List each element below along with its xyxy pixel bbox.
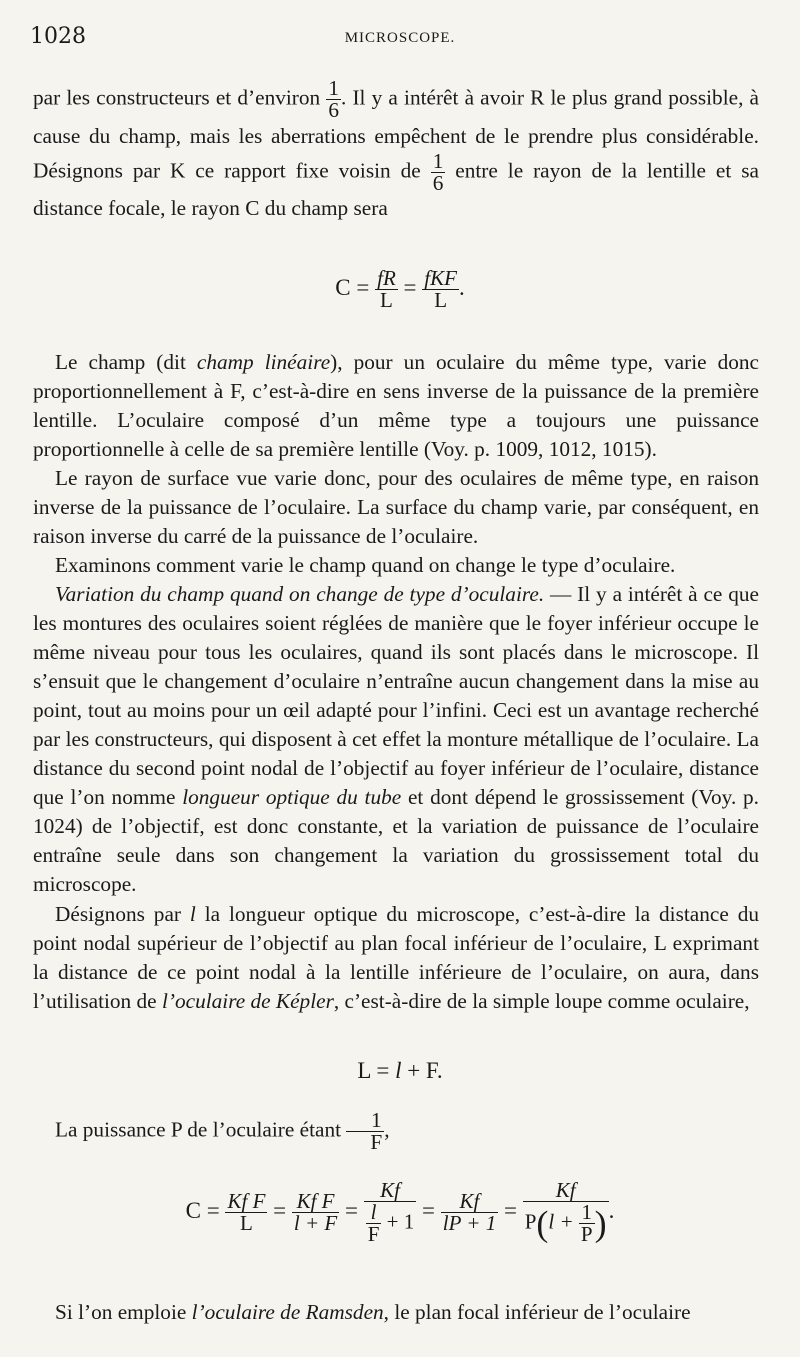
fraction: $\frac{\text{Kf F}}{l + F}$	[293, 1189, 338, 1235]
fraction: $\frac{\text{fKF}}{L}$	[424, 266, 457, 312]
fraction-one-sixth: $\frac{1}{6}$	[432, 148, 444, 195]
paragraph-4: Examinons comment varie le champ quand on change le type d’oculaire.	[55, 553, 676, 577]
equation-field-radius: C = $\frac{fR}{L}$ = $\frac{\text{fKF}}{L}$ .	[335, 266, 465, 312]
paragraph-3: Le rayon de surface vue varie donc, pour des oculaires de même type, en raison inverse de la puissance de l’oculaire. La surface du champ varie, par conséquent, en raison inverse du carré de la puissance de l’oculaire.	[33, 466, 759, 548]
paragraph-7: La puissance P de l’oculaire étant $\frac{1}{F}$ ,	[55, 1108, 390, 1155]
fraction-one-sixth: $\frac{1}{6}$	[328, 76, 339, 123]
fraction-nested: Kf $\frac{l}{F}$ + 1	[364, 1180, 417, 1245]
paragraph-2: Le champ (dit champ linéaire), pour un oculaire du même type, varie donc proportionnellement à F, c’est-à-dire en sens inverse de la puissance de la première lentille. L’oculaire composé d’un même type a toujours une puissance proportionnelle à celle de sa première lentille (Voy. p. 1009, 1012, 1015).	[33, 350, 759, 461]
fraction: $\frac{\text{Kf F}}{L}$	[227, 1189, 266, 1235]
fraction-one-over-F: $\frac{1}{F}$	[346, 1110, 384, 1154]
running-title: MICROSCOPE.	[344, 30, 456, 46]
paragraph-1: par les constructeurs et d’environ $\frac{1}{6}$ . Il y a intérêt à avoir R le plus grand possible, à cause du champ, mais les aberrations empêchent de le prendre plus considérable. Désignons par K ce rapport fixe voisin de $\frac{1}{6}$ entre le rayon de la lentille et sa distance focale, le rayon C du champ sera	[33, 76, 759, 221]
page-number: 1028	[30, 24, 86, 49]
paragraph-8: Si l’on emploie l’oculaire de Ramsden, le plan focal inférieur de l’oculaire	[55, 1300, 691, 1324]
equation-field-vs-power: C = $\frac{\text{Kf F}}{L}$ = $\frac{\text{Kf F}}{l + F}$ = Kf $\frac{l}{F}$ + 1 = $\frac{Kf}{lP + 1}$ = Kf P(l + $\frac{1}{P}$ ) .	[185, 1178, 615, 1246]
fraction-nested: Kf P(l + $\frac{1}{P}$ )	[524, 1178, 607, 1246]
equation-L: L = l + F.	[357, 1058, 443, 1083]
paragraph-6: Désignons par l la longueur optique du microscope, c’est-à-dire la distance du point nodal supérieur de l’objectif au plan focal inférieur de l’oculaire, L exprimant la distance de ce point nodal à la lentille inférieure de l’oculaire, on aura, dans l’utilisation de l’oculaire de Képler, c’est-à-dire de la simple loupe comme oculaire,	[33, 902, 759, 1013]
page-header	[30, 24, 770, 54]
fraction: $\frac{Kf}{lP + 1}$	[442, 1189, 497, 1235]
paragraph-5: Variation du champ quand on change de type d’oculaire. — Il y a intérêt à ce que les montures des oculaires soient réglées de manière que le foyer inférieur occupe le même niveau pour tous les oculaires, quand ils sont placés dans le microscope. Il s’ensuit que le changement d’oculaire n’entraîne aucun changement dans la mise au point, tout au moins pour un œil adapté pour l’infini. Ceci est un avantage recherché par les constructeurs, qui disposent à cet effet la monture métallique de l’oculaire. La distance du second point nodal de l’objectif au foyer inférieur de l’oculaire, distance que l’on nomme longueur optique du tube et dont dépend le grossissement (Voy. p. 1024) de l’objectif, est donc constante, et la variation de puissance de l’oculaire entraîne seule dans son changement la variation du grossissement total du microscope.	[33, 582, 759, 896]
fraction: $\frac{fR}{L}$	[377, 266, 396, 312]
